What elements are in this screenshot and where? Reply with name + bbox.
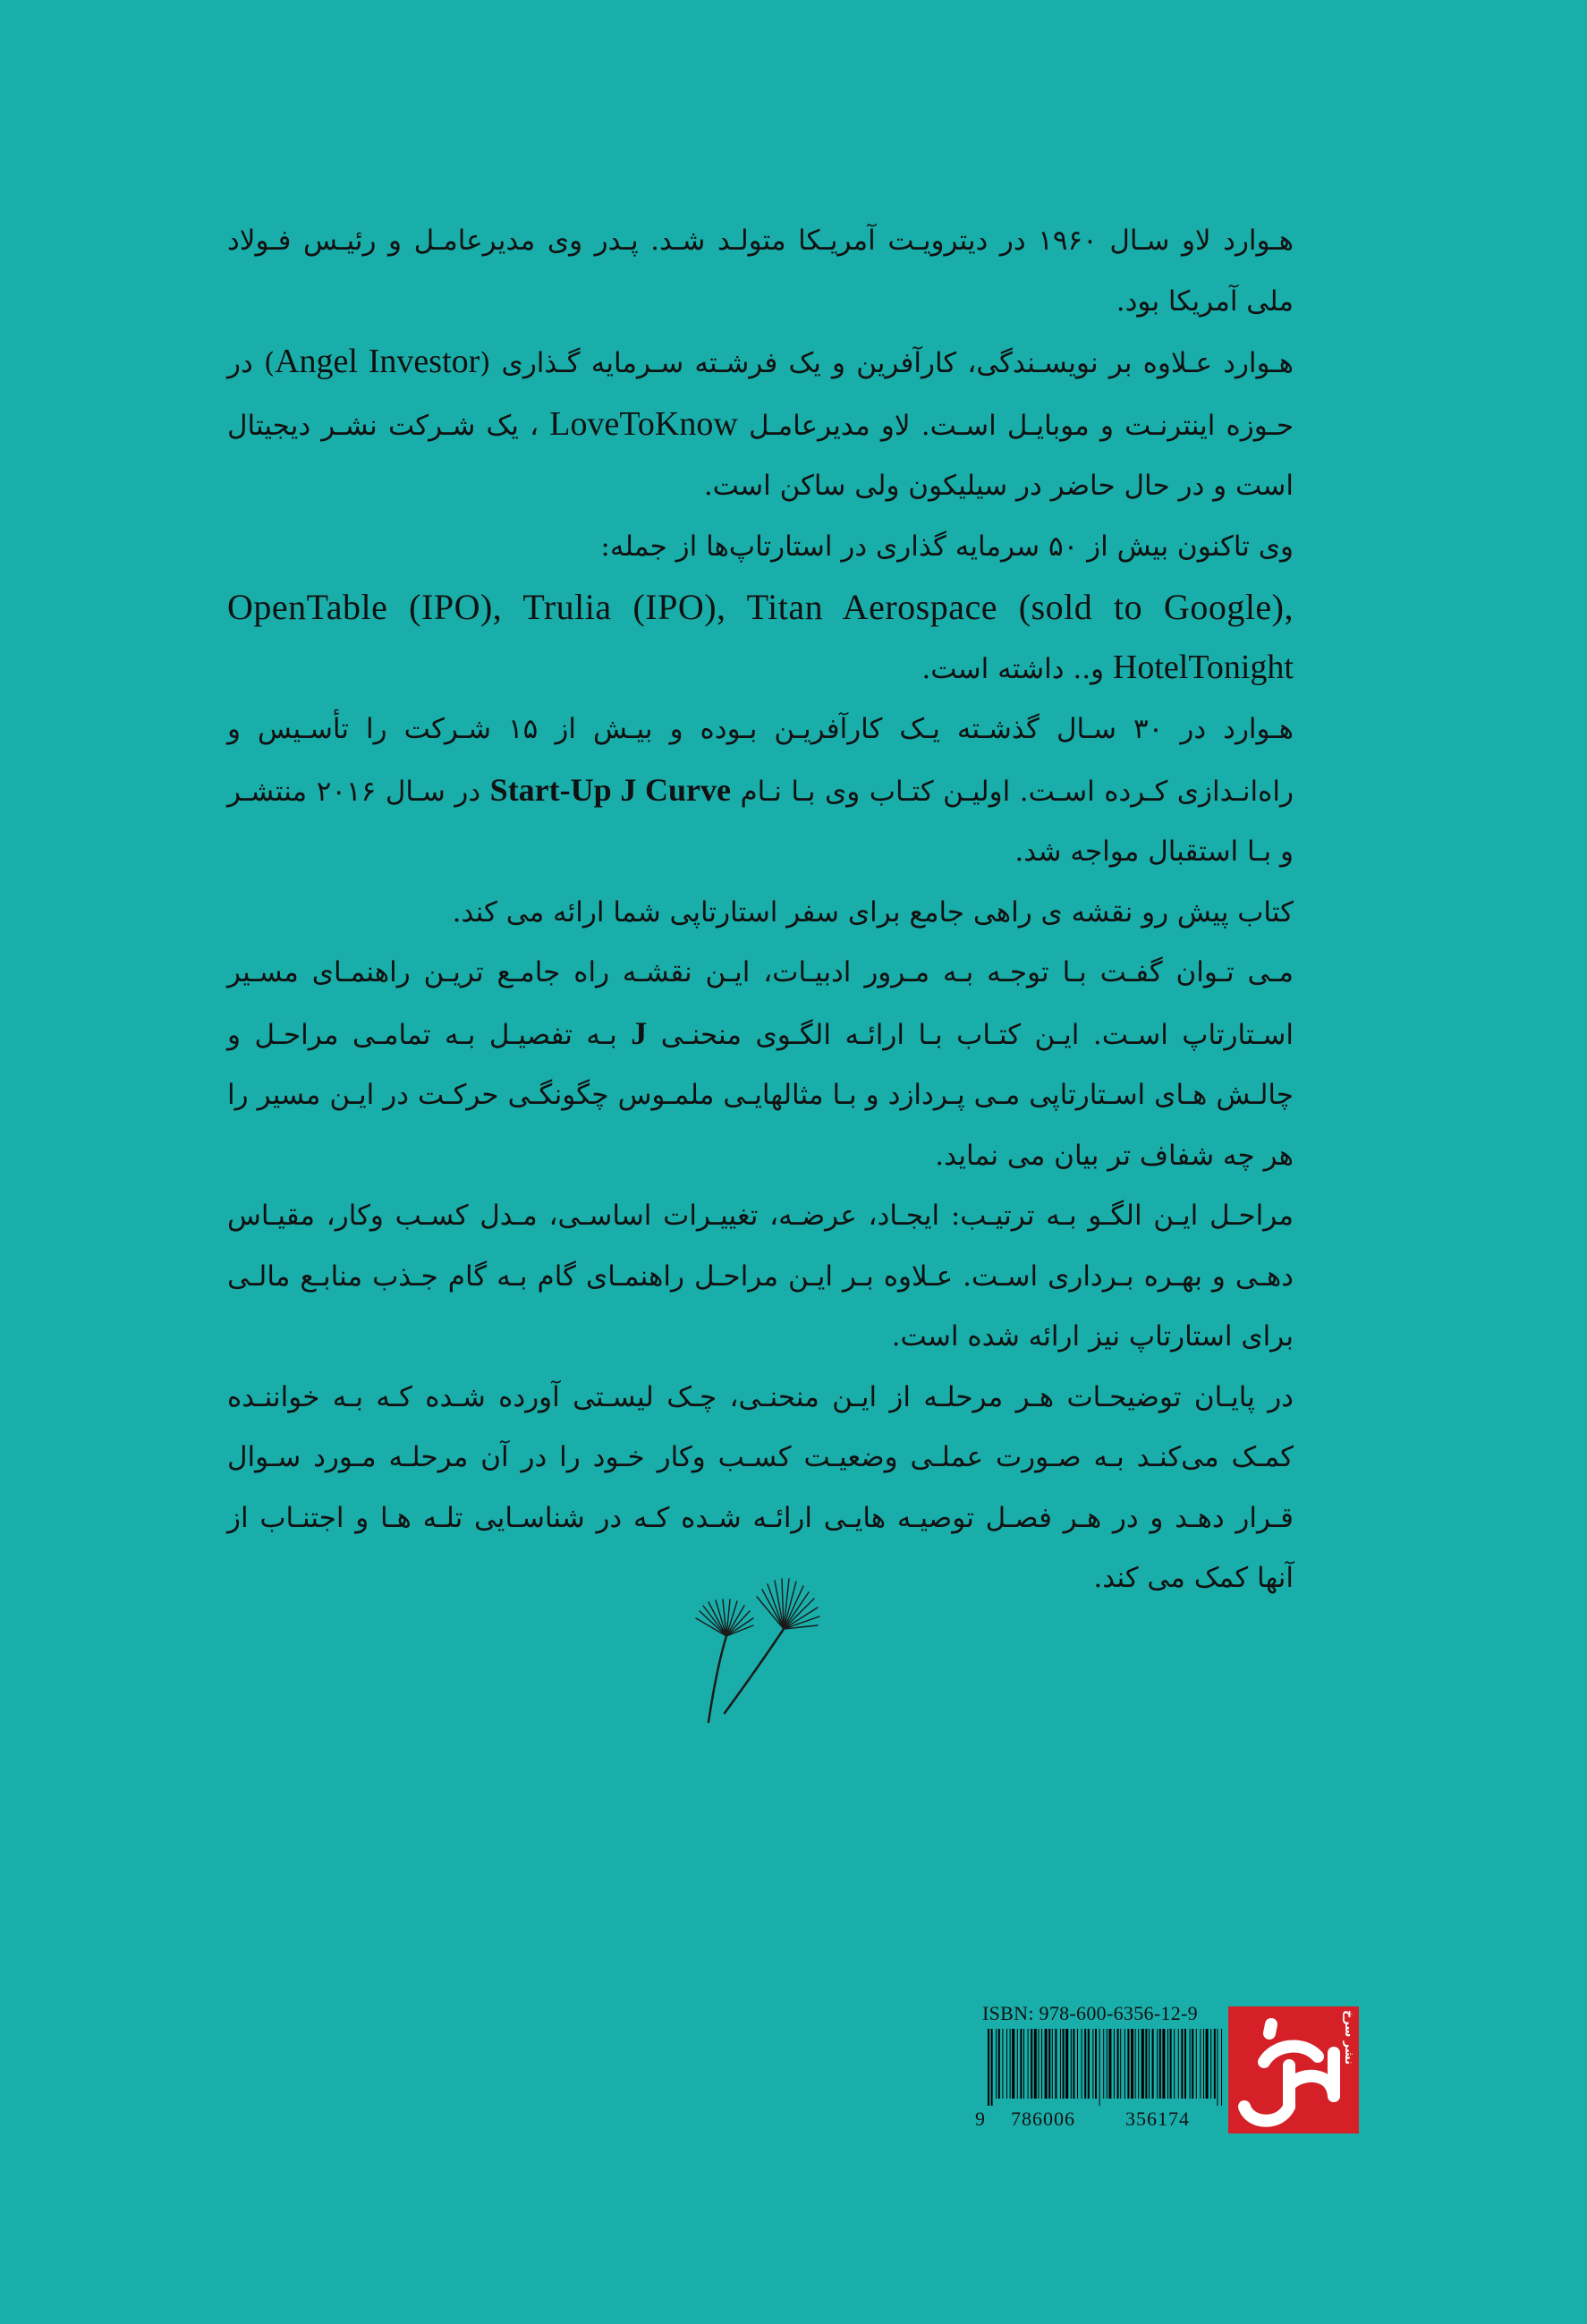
paragraph-birth: هـوارد لاو سـال ۱۹۶۰ در دیترویـت آمریـکا متولـد شـد. پـدر وی مدیرعامـل و رئیـس فـولاد ملی آمریکا بود. <box>227 225 1294 318</box>
barcode-bar <box>1114 2029 1115 2099</box>
barcode-right-digits: 356174 <box>1125 2108 1190 2130</box>
barcode-bar <box>1162 2029 1165 2099</box>
barcode-bar <box>1065 2029 1068 2099</box>
barcode-bar <box>1190 2029 1191 2099</box>
barcode-bar <box>1192 2029 1193 2099</box>
barcode-bar <box>1108 2029 1111 2099</box>
text-run: ) در حـوزه اینترنـت و موبایـل اسـت. لاو مدیرعامـل <box>227 347 1294 442</box>
barcode-bar <box>996 2029 997 2099</box>
barcode-bar <box>998 2029 1000 2099</box>
barcode-bar <box>1135 2029 1136 2099</box>
text-run: مـی تـوان گفـت بـا توجـه بـه مـرور ادبیـات، ایـن نقشـه راه جامـع تریـن راهنمـای مسـیر اسـتارتاپ اسـت. ایـن کتـاب بـا ارائـه الگـوی منحنـی <box>227 956 1294 1051</box>
barcode-bar <box>1077 2029 1078 2099</box>
barcode-bar <box>1124 2029 1125 2099</box>
angel-investor-term: Angel Investor <box>275 343 480 380</box>
barcode-bar <box>1196 2029 1197 2099</box>
barcode-bar <box>1073 2029 1074 2099</box>
barcode-bar <box>1184 2029 1186 2099</box>
barcode-bar <box>1167 2029 1168 2099</box>
barcode-bar <box>1117 2029 1119 2099</box>
barcode-bar <box>1141 2029 1144 2099</box>
barcode-bar <box>1120 2029 1121 2099</box>
barcode-bar <box>1174 2029 1175 2099</box>
paragraph-investments-end <box>227 638 1294 700</box>
barcode-bar <box>1178 2029 1179 2099</box>
investments-list: OpenTable (IPO), Trulia (IPO), Titan Aerospace (sold to Google), <box>227 587 1294 627</box>
paragraph-checklist: در پایـان توضیحـات هـر مرحلـه از ایـن منحنـی، چـک لیسـتی آورده شـده کـه بـه خواننـده کمـک می‌کنـد بـه صـورت عملـی وضعیـت کسـب وکار خـود را در آن مرحلـه مـورد سـوال قـرار دهـد و در هـر فصـل توصیـه هایـی ارائـه شـده کـه در شناسـایی تلـه هـا و اجتنـاب از آنها کمک می کند. <box>227 1380 1294 1594</box>
barcode-bar <box>1088 2029 1090 2099</box>
j-letter: J <box>631 1014 648 1051</box>
dandelion-seeds-icon <box>689 1570 868 1731</box>
barcode-bar <box>1055 2029 1057 2099</box>
barcode-bar <box>1038 2029 1039 2099</box>
barcode-bar <box>1203 2029 1204 2099</box>
barcode-bar <box>1145 2029 1147 2099</box>
barcode-bar <box>1031 2029 1032 2099</box>
isbn-label: ISBN: 978-600-6356-12-9 <box>982 2002 1198 2024</box>
barcode-bar <box>1060 2029 1061 2099</box>
publisher-wordmark-icon <box>1228 2006 1359 2133</box>
book-title: Start-Up J Curve <box>489 771 731 808</box>
barcode-bar <box>1149 2029 1150 2099</box>
text-run: ، یک شـرکت نشـر دیجیتال است و در حال حاضر در سیلیکون ولی ساکن است. <box>227 409 1294 502</box>
barcode-bar <box>1002 2029 1003 2099</box>
barcode-bar <box>1034 2029 1037 2099</box>
back-cover-text <box>227 211 1294 1609</box>
isbn-barcode-block <box>975 2002 1227 2134</box>
hoteltonight-name: HotelTonight <box>1112 648 1294 686</box>
barcode-left-digits: 786006 <box>1011 2108 1075 2130</box>
barcode-bar <box>1127 2029 1129 2099</box>
barcode-bar <box>1138 2029 1139 2099</box>
barcode-bar <box>1048 2029 1050 2099</box>
barcode-bar <box>1107 2029 1108 2099</box>
paragraph-career <box>227 700 1294 883</box>
barcode-bar <box>1017 2029 1018 2099</box>
barcode-bar <box>1020 2029 1022 2099</box>
barcode-bar <box>1028 2029 1029 2099</box>
company-name: LoveToKnow <box>549 404 738 443</box>
barcode-bar <box>1041 2029 1042 2099</box>
barcode-bar <box>1221 2029 1222 2106</box>
barcode-bar <box>991 2029 993 2106</box>
barcode-bar <box>1103 2029 1104 2099</box>
barcode-bar <box>1157 2029 1158 2099</box>
paragraph-stages: مراحـل ایـن الگـو بـه ترتیـب: ایجـاد، عرضـه، تغییـرات اساسـی، مـدل کسـب وکار، مقیـاس دهـی و بهـره بـرداری اسـت. عـلاوه بـر ایـن مراحـل راهنمـای گام بـه گام جـذب منابـع مالـی برای استارتاپ نیز ارائه شده است. <box>227 1200 1294 1353</box>
barcode-bar <box>1023 2029 1024 2099</box>
barcode-bar <box>1131 2029 1133 2099</box>
barcode-icon <box>975 2029 1227 2106</box>
barcode-lead-digit: 9 <box>975 2108 986 2130</box>
paragraph-roadmap: کتاب پیش رو نقشه ی راهی جامع برای سفر استارتاپی شما ارائه می کند. <box>452 895 1294 929</box>
barcode-bar <box>1092 2029 1093 2099</box>
text-run: هـوارد در ۳۰ سـال گذشـته یـک کارآفریـن بـوده و بیـش از ۱۵ شـرکت را تأسـیس و راه‌انـدازی کـرده اسـت. اولیـن کتـاب وی بـا نـام <box>227 713 1294 808</box>
barcode-bar <box>988 2029 989 2106</box>
paragraph-angel-investor <box>227 332 1294 517</box>
barcode-bar <box>1095 2029 1097 2099</box>
barcode-bar <box>1217 2029 1218 2106</box>
barcode-bar <box>1200 2029 1201 2099</box>
barcode-bar <box>1063 2029 1065 2099</box>
text-run: در سـال ۲۰۱۶ منتشـر و بـا استقبال مواجه شد. <box>227 775 1294 868</box>
barcode-bar <box>1012 2029 1014 2099</box>
text-run: هـوارد عـلاوه بر نویسـندگی، کارآفرین و یک فرشـته سـرمایه گـذاری ( <box>479 347 1294 379</box>
barcode-bar <box>1010 2029 1011 2099</box>
barcode-bar <box>1084 2029 1086 2099</box>
publisher-caption: نشر سرخ <box>1342 2010 1355 2065</box>
barcode-bar <box>1052 2029 1053 2099</box>
barcode-bar <box>1045 2029 1048 2099</box>
barcode-bar <box>1214 2029 1216 2099</box>
barcode-bar <box>1099 2029 1100 2106</box>
barcode-bar <box>1210 2029 1211 2099</box>
text-run: بـه تفصیـل بـه تمامـی مراحـل و چالـش هـای اسـتارتاپی مـی پـردازد و بـا مثالهایـی ملمـوس چگونگـی حرکـت در ایـن مسیر را هر چه شفاف تر بیان می نماید. <box>227 1018 1294 1172</box>
barcode-bar <box>1152 2029 1154 2099</box>
barcode-bar <box>1071 2029 1072 2099</box>
barcode-bar <box>1181 2029 1183 2099</box>
barcode-bar <box>1006 2029 1007 2099</box>
text-run: و.. داشته است. <box>921 652 1113 685</box>
paragraph-investments-intro: وی تاکنون بیش از ۵۰ سرمایه گذاری در استارتاپ‌ها از جمله: <box>600 530 1294 563</box>
barcode-bar <box>1159 2029 1161 2099</box>
barcode-bar <box>1206 2029 1209 2099</box>
barcode-bar <box>1170 2029 1172 2099</box>
paragraph-j-curve <box>227 943 1294 1186</box>
publisher-logo <box>1228 2006 1359 2133</box>
